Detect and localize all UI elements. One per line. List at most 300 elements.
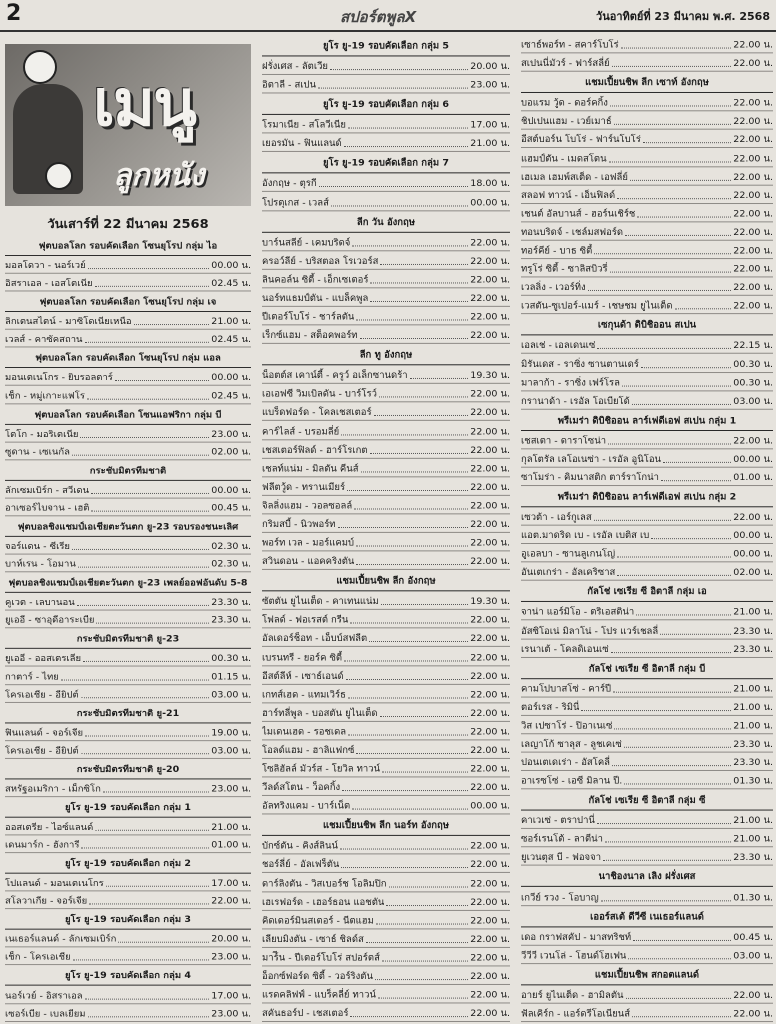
dot-leader	[605, 842, 731, 843]
match-row	[521, 1004, 773, 1022]
match-teams: คาร์ไลส์ - บรอมลี่ย์	[262, 426, 340, 437]
kickoff-time	[470, 517, 510, 532]
match-row	[5, 667, 251, 685]
dot-leader	[375, 979, 468, 980]
time-unit: น.	[763, 98, 773, 109]
kickoff-time	[733, 737, 773, 751]
kickoff-time-value: 22.00	[733, 1008, 761, 1020]
kickoff-time-value: 21.00	[733, 815, 761, 827]
time-unit: น.	[500, 463, 510, 475]
kickoff-time	[470, 177, 510, 192]
kickoff-time	[211, 540, 251, 554]
dot-leader	[88, 1016, 210, 1017]
match-row	[5, 930, 251, 948]
kickoff-time	[211, 333, 251, 347]
issue-date: วันอาทิตย์ที่ 23 มีนาคม พ.ศ. 2568	[596, 10, 770, 23]
match-teams: เดนมาร์ก - ฮังการี	[5, 840, 80, 851]
kickoff-time-value: 22.00	[470, 896, 498, 908]
match-row	[5, 330, 251, 348]
kickoff-time-value: 22.00	[470, 293, 498, 304]
match-teams: จิลลิ่งแฮม - วอลซอลล์	[262, 500, 353, 512]
time-unit: น.	[500, 782, 510, 794]
time-unit: น.	[763, 512, 773, 523]
match-teams: ซาโมร่า - คิมนาสติก ตาร์ราโกน่า	[521, 472, 659, 484]
kickoff-time-value: 01.30	[733, 892, 761, 903]
match-row	[262, 911, 510, 930]
dot-leader	[85, 998, 210, 999]
time-unit: น.	[500, 311, 510, 323]
time-unit: น.	[500, 915, 510, 927]
time-unit: น.	[241, 671, 251, 682]
match-teams: มอนเตเนโกร - ยิบรอลตาร์	[5, 373, 113, 384]
kickoff-time	[470, 195, 510, 210]
dot-leader	[72, 454, 209, 455]
kickoff-time-value: 23.00	[211, 783, 239, 795]
dot-leader	[340, 849, 468, 850]
match-row	[521, 526, 773, 544]
match-row	[521, 391, 773, 409]
match-row	[521, 259, 773, 277]
time-unit: น.	[241, 541, 251, 552]
league-heading: ฟุตบอลโลก รอบคัดเลือก โซนยุโรป กลุ่ม เจ	[5, 293, 251, 312]
kickoff-time	[733, 642, 773, 656]
kickoff-time-value: 02.00	[211, 447, 239, 458]
kickoff-time-value: 21.00	[733, 607, 761, 618]
match-row	[521, 185, 773, 203]
dot-leader	[617, 198, 731, 199]
kickoff-time	[733, 948, 773, 962]
dot-leader	[636, 615, 731, 616]
match-row	[262, 1004, 510, 1023]
kickoff-time	[470, 291, 510, 306]
time-unit: น.	[500, 388, 510, 400]
match-teams: อาเรซโซ่ - เอซี มิลาน ปี.	[521, 775, 623, 787]
dot-leader	[601, 900, 732, 901]
time-unit: น.	[763, 472, 773, 484]
kickoff-time-value: 03.00	[211, 689, 239, 700]
time-unit: น.	[763, 683, 773, 695]
kickoff-time-value: 22.00	[470, 255, 498, 267]
kickoff-time	[470, 951, 510, 966]
kickoff-time	[470, 669, 510, 684]
kickoff-time	[470, 594, 510, 609]
time-unit: น.	[763, 990, 773, 1001]
kickoff-time-value: 22.00	[470, 971, 498, 983]
match-row	[5, 611, 251, 629]
kickoff-time-value: 22.00	[470, 388, 498, 400]
match-teams: แอต.มาดริด เบ - เรอัล เบติส เบ	[521, 530, 650, 542]
dot-leader	[319, 186, 469, 187]
match-row	[5, 555, 251, 573]
kickoff-time	[733, 56, 773, 70]
kickoff-time-value: 17.00	[470, 120, 498, 131]
dot-leader	[356, 546, 468, 547]
match-row	[262, 740, 510, 759]
match-row	[262, 56, 510, 75]
time-unit: น.	[763, 607, 773, 618]
time-unit: น.	[500, 652, 510, 663]
dot-leader	[341, 868, 468, 869]
kickoff-time	[733, 832, 773, 846]
dot-leader	[134, 324, 210, 325]
league-heading: พรีเมร่า ดิบิชิออน ลาร์เฟดีเอฟ สเปน กลุ่ม 2	[521, 488, 773, 507]
match-row	[5, 537, 251, 555]
league-heading: ยูโร ยู-19 รอบคัดเลือก กลุ่ม 3	[5, 911, 251, 930]
match-teams: เบรนทรี - ยอร์ค ซิตี้	[262, 652, 343, 663]
kickoff-time	[211, 445, 251, 459]
match-teams: เช็ก - โครเอเชีย	[5, 952, 71, 963]
dot-leader	[633, 940, 731, 941]
kickoff-time-value: 22.00	[470, 444, 498, 456]
match-teams: กริมสบี้ - นิวพอร์ท	[262, 519, 336, 530]
match-teams: อิตาลี - สเปน	[262, 80, 317, 91]
match-teams: ฟัลเคิร์ก - แอร์ดรีโอเนียนส์	[521, 1008, 631, 1020]
kickoff-time	[211, 483, 251, 497]
dot-leader	[83, 661, 209, 662]
time-unit: น.	[763, 931, 773, 943]
time-unit: น.	[500, 556, 510, 568]
kickoff-time	[470, 895, 510, 910]
kickoff-time	[211, 259, 251, 273]
dot-leader	[661, 480, 731, 481]
match-teams: อีสต์บอร์น โบโร่ - ฟาร์นโบโร่	[521, 134, 641, 146]
time-unit: น.	[241, 840, 251, 851]
kickoff-time	[470, 688, 510, 703]
kickoff-time	[470, 254, 510, 269]
kickoff-time	[470, 78, 510, 93]
league-heading: แชมเปี้ยนชิพ สกอตแลนด์	[521, 966, 773, 985]
match-row	[262, 948, 510, 967]
time-unit: น.	[763, 190, 773, 201]
match-teams: ชิปเปนแฮม - เวย์เมาธ์	[521, 116, 612, 128]
kickoff-time-value: 02.45	[211, 278, 239, 289]
dot-leader	[611, 652, 732, 653]
kickoff-time	[470, 310, 510, 325]
time-unit: น.	[763, 116, 773, 128]
kickoff-time-value: 21.00	[211, 822, 239, 833]
dot-leader	[370, 301, 468, 302]
time-unit: น.	[241, 390, 251, 402]
match-row	[521, 507, 773, 525]
dot-leader	[632, 404, 731, 405]
kickoff-time-value: 22.00	[470, 500, 498, 512]
dot-leader	[626, 998, 732, 999]
time-unit: น.	[763, 395, 773, 407]
match-row	[521, 278, 773, 296]
time-unit: น.	[500, 330, 510, 342]
page-header	[0, 0, 776, 32]
dot-leader	[410, 378, 469, 379]
schedule-column-2	[262, 35, 510, 1022]
kickoff-time-value: 22.00	[733, 227, 761, 238]
match-row	[5, 481, 251, 499]
match-row	[262, 629, 510, 648]
kickoff-time	[211, 744, 251, 758]
match-row	[521, 204, 773, 222]
kickoff-time-value: 23.30	[211, 597, 239, 608]
match-teams: ฟินแลนด์ - จอร์เจีย	[5, 727, 84, 739]
match-row	[521, 148, 773, 166]
time-unit: น.	[763, 377, 773, 389]
match-teams: วีวีวี เวนโล่ - โฮนด์โฮเฟน	[521, 950, 627, 961]
league-heading: กระชับมิตรทีมชาติ	[5, 462, 251, 481]
kickoff-time	[470, 725, 510, 740]
kickoff-time	[733, 719, 773, 733]
kickoff-time-value: 01.00	[211, 840, 239, 851]
match-teams: สเปนนี่มัวร์ - ฟาร์สลี่ย์	[521, 58, 610, 69]
time-unit: น.	[500, 61, 510, 73]
dot-leader	[330, 69, 468, 70]
kickoff-time	[470, 273, 510, 288]
match-row	[262, 134, 510, 153]
kickoff-time-value: 22.00	[733, 171, 761, 183]
dot-leader	[81, 697, 210, 698]
dot-leader	[89, 904, 209, 905]
time-unit: น.	[241, 429, 251, 440]
league-heading: ยูโร ยู-19 รอบคัดเลือก กลุ่ม 4	[5, 967, 251, 986]
match-teams: ปอนเตเดเร่า - อัสโคลี่	[521, 757, 610, 769]
match-teams: ซัตตัน ยูไนเต็ด - คาเทนแน่ม	[262, 596, 379, 608]
time-unit: น.	[241, 745, 251, 756]
time-unit: น.	[763, 340, 773, 352]
kickoff-time-value: 22.00	[733, 116, 761, 128]
kickoff-time-value: 22.00	[470, 537, 498, 549]
time-unit: น.	[500, 178, 510, 190]
league-heading: เซกุนด้า ดิบิชิออน สเปน	[521, 316, 773, 335]
time-unit: น.	[763, 134, 773, 146]
league-heading: ลีก ทู อังกฤษ	[262, 346, 510, 365]
league-heading: ยูโร ยู-19 รอบคัดเลือก กลุ่ม 2	[5, 855, 251, 874]
league-heading: ฟุตบอลชิงแชมป์เอเชียตะวันตก ยู-23 เพลย์ออฟอันดับ 5-8	[5, 574, 251, 593]
kickoff-time	[211, 726, 251, 740]
time-unit: น.	[763, 1008, 773, 1020]
match-teams: บอแรม วู้ด - ดอร์คกิ้ง	[521, 98, 608, 109]
match-teams: อาเซอร์ไบจาน - เฮติ	[5, 503, 90, 514]
kickoff-time	[733, 510, 773, 524]
dot-leader	[356, 753, 468, 754]
dot-leader	[91, 493, 209, 494]
kickoff-time	[733, 225, 773, 239]
kickoff-time-value: 00.00	[211, 260, 239, 272]
dot-leader	[348, 734, 468, 735]
match-row	[521, 373, 773, 391]
kickoff-time-value: 22.00	[733, 153, 761, 164]
match-teams: กุลโตรัล เลโอเนซ่า - เรอัล อูนิโอน	[521, 454, 662, 465]
time-unit: น.	[500, 878, 510, 890]
match-teams: วิส เปซาโร่ - ปิอาเนเซ่	[521, 720, 613, 732]
kickoff-time-value: 21.00	[733, 720, 761, 732]
match-row	[262, 703, 510, 722]
kickoff-time-value: 22.00	[733, 990, 761, 1001]
kickoff-time	[470, 424, 510, 439]
dot-leader	[78, 567, 209, 568]
kickoff-time-value: 20.00	[211, 934, 239, 945]
kickoff-time	[733, 700, 773, 714]
kickoff-time-value: 22.00	[470, 274, 498, 286]
kickoff-time	[733, 890, 773, 904]
time-unit: น.	[500, 1008, 510, 1020]
kickoff-time-value: 22.00	[733, 208, 761, 220]
kickoff-time	[470, 235, 510, 250]
match-row	[262, 270, 510, 289]
match-row	[5, 424, 251, 442]
time-unit: น.	[500, 859, 510, 871]
kickoff-time-value: 19.30	[470, 370, 498, 382]
dot-leader	[95, 286, 210, 287]
match-teams: เชนต์ อัลบานส์ - ฮอร์นเชิร์ช	[521, 208, 636, 220]
time-unit: น.	[500, 370, 510, 382]
match-teams: เซวต้า - เอร์กูเลส	[521, 512, 592, 523]
kickoff-time	[733, 529, 773, 543]
match-teams: เอลเช่ - เอลเดนเซ่	[521, 340, 596, 352]
kickoff-time-value: 00.45	[211, 503, 239, 514]
match-teams: เลียบมิงตัน - เซาธ์ ชิลด์ส	[262, 934, 364, 945]
kickoff-time-value: 00.30	[733, 377, 761, 389]
kickoff-time-value: 02.30	[211, 559, 239, 570]
dot-leader	[597, 823, 731, 824]
kickoff-time	[733, 170, 773, 184]
dot-leader	[609, 161, 732, 162]
dot-leader	[85, 342, 210, 343]
dot-leader	[318, 88, 468, 89]
match-teams: เชลท์แน่ม - มิลตัน คีนส์	[262, 463, 359, 475]
league-heading: ฟุตบอลชิงแชมป์เอเชียตะวันตก ยู-23 รอบรองชนะเลิศ	[5, 518, 251, 537]
kickoff-time-value: 00.45	[733, 931, 761, 943]
dot-leader	[352, 245, 468, 246]
match-teams: เซาธ์พอร์ท - สคาร์โบโร่	[521, 39, 619, 51]
match-row	[262, 325, 510, 344]
kickoff-time	[470, 328, 510, 343]
kickoff-time-value: 22.00	[470, 481, 498, 493]
time-unit: น.	[763, 530, 773, 542]
match-teams: มาร์ีน - ปีเตอร์โบโร่ สปอร์ตส์	[262, 952, 380, 964]
kickoff-time	[211, 989, 251, 1003]
dot-leader	[621, 48, 732, 49]
time-unit: น.	[763, 549, 773, 560]
match-row	[5, 818, 251, 836]
dot-leader	[88, 268, 210, 269]
match-row	[5, 685, 251, 703]
kickoff-time	[211, 614, 251, 628]
menu-banner	[5, 44, 251, 206]
time-unit: น.	[763, 153, 773, 164]
match-row	[262, 307, 510, 326]
match-teams: บาห์เรน - โอมาน	[5, 559, 76, 570]
league-heading: กระชับมิตรทีมชาติ ยู-23	[5, 630, 251, 649]
time-unit: น.	[500, 293, 510, 304]
dot-leader	[81, 848, 209, 849]
kickoff-time	[211, 557, 251, 571]
kickoff-time-value: 22.00	[470, 311, 498, 323]
dot-leader	[370, 453, 469, 454]
time-unit: น.	[500, 519, 510, 530]
kickoff-time-value: 00.30	[211, 653, 239, 665]
dot-leader	[389, 886, 469, 887]
dot-leader	[628, 958, 731, 959]
dot-leader	[348, 697, 468, 698]
time-unit: น.	[500, 120, 510, 131]
league-heading: ยูโร ยู-19 รอบคัดเลือก กลุ่ม 6	[262, 96, 510, 115]
time-unit: น.	[241, 503, 251, 514]
dot-leader	[637, 216, 731, 217]
match-teams: บักซ์ตัน - คิงส์ลินน์	[262, 841, 338, 852]
kickoff-time-value: 23.30	[733, 739, 761, 750]
dot-leader	[331, 205, 468, 206]
kickoff-time-value: 23.30	[733, 852, 761, 864]
match-row	[262, 477, 510, 496]
match-row	[5, 948, 251, 966]
match-teams: โปรตุเกส - เวลส์	[262, 197, 329, 208]
dot-leader	[643, 143, 731, 144]
kickoff-time	[733, 605, 773, 619]
kickoff-time	[470, 387, 510, 402]
match-row	[521, 697, 773, 715]
match-row	[5, 368, 251, 386]
match-row	[262, 722, 510, 741]
kickoff-time-value: 22.00	[470, 330, 498, 342]
kickoff-time-value: 22.15	[733, 340, 761, 352]
dot-leader	[610, 272, 732, 273]
kickoff-time-value: 22.00	[733, 134, 761, 146]
match-teams: เฮเรฟอร์ด - เฮอร์ธอน แอชตัน	[262, 896, 385, 908]
dot-leader	[378, 998, 468, 999]
match-teams: โรมาเนีย - สโลวีเนีย	[262, 120, 346, 131]
league-heading: แชมเปี้ยนชิพ ลีก นอร์ท อังกฤษ	[262, 817, 510, 836]
kickoff-time-value: 01.15	[211, 671, 239, 682]
time-unit: น.	[500, 407, 510, 419]
match-row	[262, 115, 510, 134]
kickoff-time-value: 22.00	[733, 98, 761, 109]
match-teams: มิรันเดส - ราซิ่ง ซานตานเดร์	[521, 359, 639, 370]
kickoff-time	[470, 137, 510, 152]
match-row	[262, 174, 510, 193]
dot-leader	[341, 434, 468, 435]
match-row	[262, 892, 510, 911]
match-row	[521, 222, 773, 240]
dot-leader	[625, 235, 731, 236]
match-teams: ไมเดนเฮด - รอชเดล	[262, 726, 347, 738]
kickoff-time-value: 22.00	[470, 633, 498, 645]
match-teams: แบร็ดฟอร์ด - โคลเชสเตอร์	[262, 407, 372, 419]
kickoff-time	[211, 838, 251, 852]
time-unit: น.	[763, 644, 773, 655]
kickoff-time	[470, 406, 510, 421]
kickoff-time	[211, 277, 251, 291]
match-row	[521, 431, 773, 449]
kickoff-time-value: 21.00	[733, 683, 761, 695]
day-heading: วันเสาร์ที่ 22 มีนาคม 2568	[47, 217, 209, 232]
match-teams: นอร์ทแธมป์ตัน - แบล็คพูล	[262, 293, 369, 304]
dot-leader	[641, 367, 731, 368]
time-unit: น.	[763, 739, 773, 750]
match-teams: โปแลนด์ - มอนเตเนโกร	[5, 878, 104, 889]
dot-leader	[356, 320, 468, 321]
match-teams: เลญาโก้ ซาลุส - ลูชเคเซ่	[521, 739, 622, 750]
match-teams: อัลทริงแคม - บาร์เน็ต	[262, 801, 351, 812]
time-unit: น.	[500, 633, 510, 645]
dot-leader	[651, 538, 731, 539]
time-unit: น.	[763, 950, 773, 961]
kickoff-time-value: 17.00	[211, 990, 239, 1002]
kickoff-time-value: 23.00	[211, 952, 239, 963]
kickoff-time-value: 01.00	[733, 472, 761, 484]
match-teams: สหรัฐอเมริกา - เม็กซิโก	[5, 783, 101, 795]
match-row	[5, 835, 251, 853]
match-teams: ชอร์ลี่ย์ - อัลเฟร็ตัน	[262, 859, 340, 871]
banner-subtitle: ลูกหนัง	[113, 158, 205, 193]
kickoff-time	[211, 894, 251, 908]
kickoff-time	[470, 858, 510, 873]
